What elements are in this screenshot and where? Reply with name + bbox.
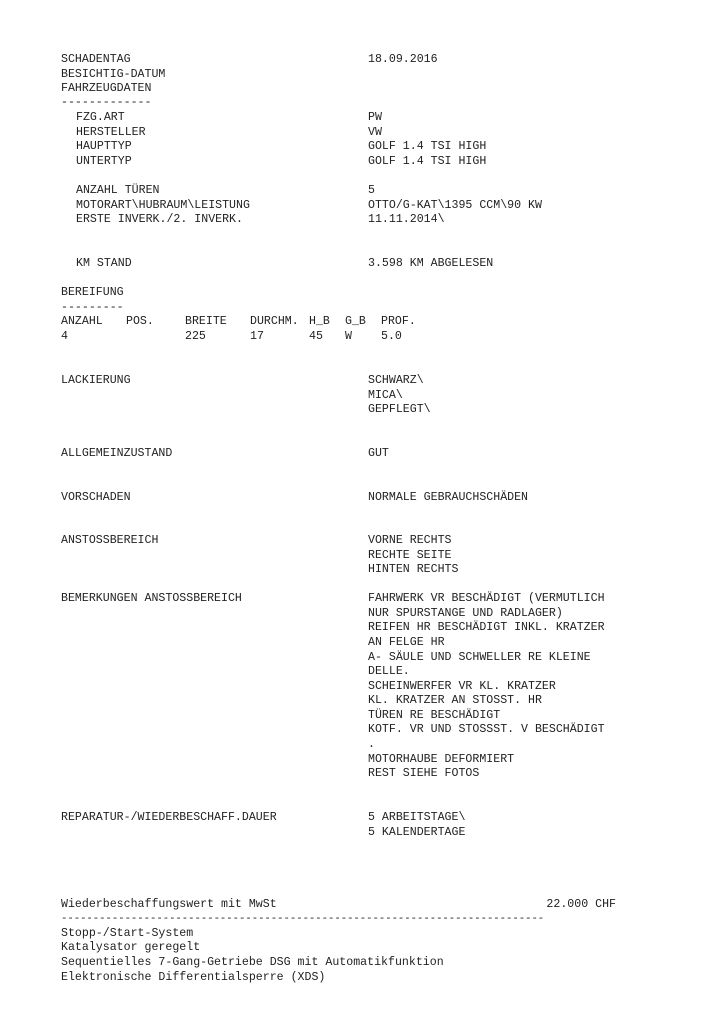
anstossbereich-label: ANSTOSSBEREICH [61, 534, 159, 547]
bemerkung-line: FAHRWERK VR BESCHÄDIGT (VERMUTLICH [368, 592, 605, 605]
bemerkung-line: NUR SPURSTANGE UND RADLAGER) [368, 607, 563, 620]
reparatur-dauer-line: 5 KALENDERTAGE [368, 826, 466, 839]
reparatur-dauer-line: 5 ARBEITSTAGE\ [368, 811, 466, 824]
bereifung-separator: --------- [61, 301, 124, 314]
tire-value-breite: 225 [185, 330, 206, 343]
feature-line: Katalysator geregelt [61, 941, 201, 954]
bemerkung-line: SCHEINWERFER VR KL. KRATZER [368, 680, 556, 693]
wiederbeschaffungswert-label: Wiederbeschaffungswert mit MwSt [61, 898, 277, 911]
lackierung-line: SCHWARZ\ [368, 374, 424, 387]
fahrzeugdaten-heading: FAHRZEUGDATEN [61, 82, 152, 95]
lackierung-label: LACKIERUNG [61, 374, 131, 387]
hersteller-label: HERSTELLER [76, 126, 146, 139]
bemerkung-line: A- SÄULE UND SCHWELLER RE KLEINE [368, 651, 591, 664]
inverkehrsetzung-value: 11.11.2014\ [368, 213, 445, 226]
tire-value-hb: 45 [309, 330, 323, 343]
tire-header-pos: POS. [126, 315, 154, 328]
anstossbereich-line: HINTEN RECHTS [368, 563, 459, 576]
feature-line: Sequentielles 7-Gang-Getriebe DSG mit Automatikfunktion [61, 956, 444, 969]
vorschaden-label: VORSCHADEN [61, 491, 131, 504]
schadentag-value: 18.09.2016 [368, 53, 438, 66]
besichtig-datum-label: BESICHTIG-DATUM [61, 68, 166, 81]
hersteller-value: VW [368, 126, 382, 139]
tire-header-prof: PROF. [381, 315, 416, 328]
wiederbeschaffungswert-amount: 22.000 CHF [546, 898, 616, 911]
schadentag-label: SCHADENTAG [61, 53, 131, 66]
tire-header-gb: G_B [345, 315, 366, 328]
km-stand-value: 3.598 KM ABGELESEN [368, 257, 494, 270]
anzahl-tueren-value: 5 [368, 184, 375, 197]
wert-separator: ---------------------------------------------------------------------------- [61, 913, 545, 925]
bereifung-heading: BEREIFUNG [61, 286, 124, 299]
tire-value-gb: W [345, 330, 352, 343]
haupttyp-label: HAUPTTYP [76, 140, 132, 153]
reparatur-dauer-label: REPARATUR-/WIEDERBESCHAFF.DAUER [61, 811, 277, 824]
tire-value-anzahl: 4 [61, 330, 68, 343]
inverkehrsetzung-label: ERSTE INVERK./2. INVERK. [76, 213, 243, 226]
bemerkung-line: REST SIEHE FOTOS [368, 767, 480, 780]
tire-header-anzahl: ANZAHL [61, 315, 103, 328]
tire-value-durchm: 17 [250, 330, 264, 343]
motorart-value: OTTO/G-KAT\1395 CCM\90 KW [368, 199, 542, 212]
bemerkungen-label: BEMERKUNGEN ANSTOSSBEREICH [61, 592, 242, 605]
tire-header-breite: BREITE [185, 315, 227, 328]
fahrzeugdaten-separator: ------------- [61, 96, 152, 109]
tire-header-durchm: DURCHM. [250, 315, 299, 328]
bemerkung-line: MOTORHAUBE DEFORMIERT [368, 753, 515, 766]
allgemeinzustand-value: GUT [368, 447, 389, 460]
untertyp-value: GOLF 1.4 TSI HIGH [368, 155, 487, 168]
untertyp-label: UNTERTYP [76, 155, 132, 168]
motorart-label: MOTORART\HUBRAUM\LEISTUNG [76, 199, 250, 212]
feature-line: Stopp-/Start-System [61, 927, 194, 940]
lackierung-line: MICA\ [368, 389, 403, 402]
lackierung-line: GEPFLEGT\ [368, 403, 431, 416]
bemerkung-line: DELLE. [368, 665, 410, 678]
anzahl-tueren-label: ANZAHL TÜREN [76, 184, 160, 197]
bemerkung-line: TÜREN RE BESCHÄDIGT [368, 709, 501, 722]
tire-header-hb: H_B [309, 315, 330, 328]
vorschaden-value: NORMALE GEBRAUCHSCHÄDEN [368, 491, 529, 504]
fzg-art-value: PW [368, 111, 382, 124]
bemerkung-line: REIFEN HR BESCHÄDIGT INKL. KRATZER [368, 621, 605, 634]
allgemeinzustand-label: ALLGEMEINZUSTAND [61, 447, 173, 460]
bemerkung-line: KL. KRATZER AN STOSST. HR [368, 694, 542, 707]
anstossbereich-line: RECHTE SEITE [368, 549, 452, 562]
bemerkung-line: . [368, 738, 375, 751]
feature-line: Elektronische Differentialsperre (XDS) [61, 971, 326, 984]
fzg-art-label: FZG.ART [76, 111, 125, 124]
km-stand-label: KM STAND [76, 257, 132, 270]
bemerkung-line: KOTF. VR UND STOSSST. V BESCHÄDIGT [368, 723, 605, 736]
bemerkung-line: AN FELGE HR [368, 636, 445, 649]
tire-value-prof: 5.0 [381, 330, 402, 343]
anstossbereich-line: VORNE RECHTS [368, 534, 452, 547]
haupttyp-value: GOLF 1.4 TSI HIGH [368, 140, 487, 153]
